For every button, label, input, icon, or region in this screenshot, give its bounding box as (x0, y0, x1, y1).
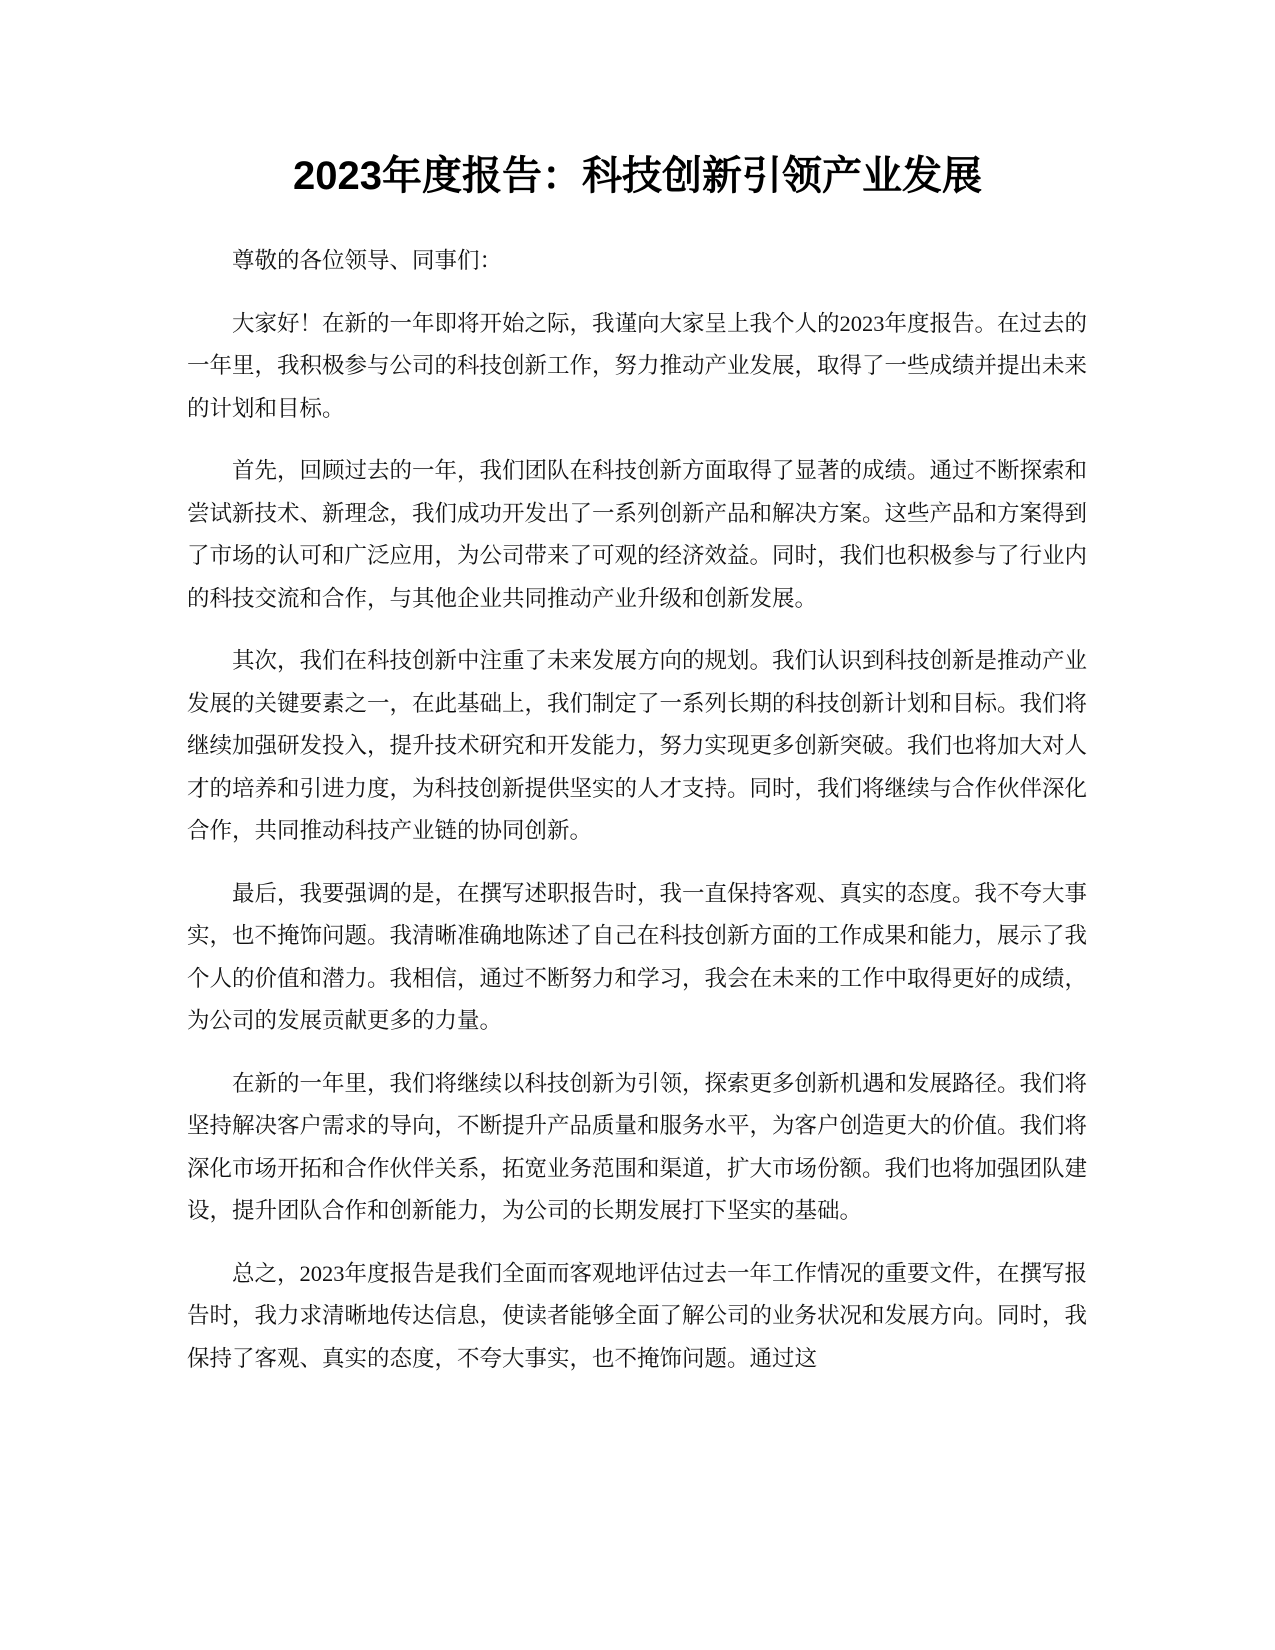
body-paragraph: 其次，我们在科技创新中注重了未来发展方向的规划。我们认识到科技创新是推动产业发展的关键要素之一，在此基础上，我们制定了一系列长期的科技创新计划和目标。我们将继续加强研发投入，提升技术研究和开发能力，努力实现更多创新突破。我们也将加大对人才的培养和引进力度，为科技创新提供坚实的人才支持。同时，我们将继续与合作伙伴深化合作，共同推动科技产业链的协同创新。 (187, 648, 1088, 843)
body-paragraph: 大家好！在新的一年即将开始之际，我谨向大家呈上我个人的2023年度报告。在过去的一年里，我积极参与公司的科技创新工作，努力推动产业发展，取得了一些成绩并提出未来的计划和目标。 (187, 310, 1088, 421)
body-paragraph: 最后，我要强调的是，在撰写述职报告时，我一直保持客观、真实的态度。我不夸大事实，也不掩饰问题。我清晰准确地陈述了自己在科技创新方面的工作成果和能力，展示了我个人的价值和潜力。我相信，通过不断努力和学习，我会在未来的工作中取得更好的成绩，为公司的发展贡献更多的力量。 (187, 880, 1088, 1033)
salutation: 尊敬的各位领导、同事们： (232, 248, 503, 273)
body-paragraph: 总之，2023年度报告是我们全面而客观地评估过去一年工作情况的重要文件，在撰写报告时，我力求清晰地传达信息，使读者能够全面了解公司的业务状况和发展方向。同时，我保持了客观、真实的态度，不夸大事实，也不掩饰问题。通过这 (187, 1260, 1088, 1371)
document-body (187, 240, 1087, 1400)
body-paragraph: 首先，回顾过去的一年，我们团队在科技创新方面取得了显著的成绩。通过不断探索和尝试新技术、新理念，我们成功开发出了一系列创新产品和解决方案。这些产品和方案得到了市场的认可和广泛应用，为公司带来了可观的经济效益。同时，我们也积极参与了行业内的科技交流和合作，与其他企业共同推动产业升级和创新发展。 (187, 458, 1088, 611)
document-title: 2023年度报告：科技创新引领产业发展 (293, 154, 982, 198)
body-paragraph: 在新的一年里，我们将继续以科技创新为引领，探索更多创新机遇和发展路径。我们将坚持解决客户需求的导向，不断提升产品质量和服务水平，为客户创造更大的价值。我们将深化市场开拓和合作伙伴关系，拓宽业务范围和渠道，扩大市场份额。我们也将加强团队建设，提升团队合作和创新能力，为公司的长期发展打下坚实的基础。 (187, 1070, 1088, 1223)
